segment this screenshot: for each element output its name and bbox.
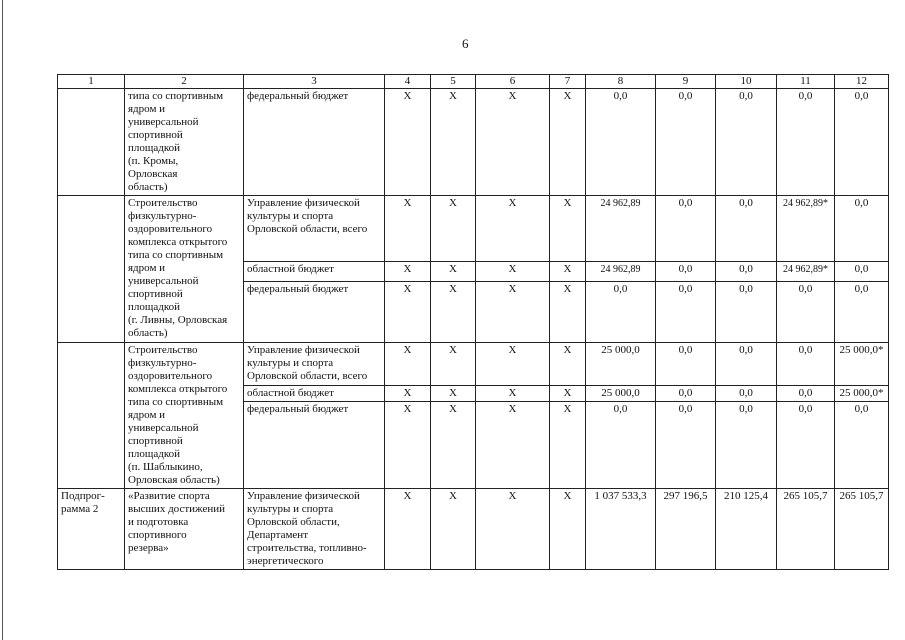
header-cell: 3 <box>244 75 385 89</box>
header-cell: 8 <box>586 75 656 89</box>
x-cell: Х <box>431 282 476 343</box>
value-cell: 0,0 <box>656 262 716 282</box>
x-cell: Х <box>431 89 476 196</box>
x-cell: Х <box>431 343 476 386</box>
value-cell: 24 962,89 <box>586 196 656 262</box>
value-cell: 0,0 <box>777 282 835 343</box>
table-row <box>58 343 889 386</box>
header-cell: 7 <box>550 75 586 89</box>
x-cell: Х <box>476 282 550 343</box>
x-cell: Х <box>550 401 586 488</box>
value-cell: 297 196,5 <box>656 489 716 570</box>
header-cell: 4 <box>385 75 431 89</box>
cell-empty <box>58 89 125 196</box>
funding-source-cell: федеральный бюджет <box>244 401 385 488</box>
value-cell: 0,0 <box>777 385 835 401</box>
value-cell: 0,0 <box>716 282 777 343</box>
page-number: 6 <box>462 36 469 51</box>
value-cell: 0,0 <box>586 89 656 196</box>
value-cell: 25 000,0* <box>835 343 889 386</box>
header-cell: 12 <box>835 75 889 89</box>
object-name-cell: типа со спортивным ядром и универсальной спортивной площадкой (п. Кромы, Орловская область) <box>125 89 244 196</box>
x-cell: Х <box>385 196 431 262</box>
x-cell: Х <box>476 401 550 488</box>
table-row <box>58 196 889 262</box>
x-cell: Х <box>385 401 431 488</box>
value-cell: 1 037 533,3 <box>586 489 656 570</box>
x-cell: Х <box>476 89 550 196</box>
value-cell: 0,0 <box>656 89 716 196</box>
header-cell: 1 <box>58 75 125 89</box>
value-cell: 0,0 <box>716 262 777 282</box>
budget-table <box>57 74 889 570</box>
header-cell: 11 <box>777 75 835 89</box>
table-row <box>58 89 889 196</box>
cell-empty <box>58 343 125 489</box>
funding-source-cell: федеральный бюджет <box>244 89 385 196</box>
value-cell: 24 962,89 <box>586 262 656 282</box>
header-cell: 2 <box>125 75 244 89</box>
value-cell: 0,0 <box>656 196 716 262</box>
object-name-cell: Строительство физкультурно- оздоровительного комплекса открытого типа со спортивным ядром и универсальной спортивной площадкой (п. Шаблыкино, Орловская область) <box>125 343 244 489</box>
x-cell: Х <box>385 343 431 386</box>
funding-source-cell: Управление физической культуры и спорта Орловской области, Департамент строительства, топливно- энергетического <box>244 489 385 570</box>
x-cell: Х <box>431 385 476 401</box>
value-cell: 0,0 <box>656 343 716 386</box>
x-cell: Х <box>385 489 431 570</box>
x-cell: Х <box>476 385 550 401</box>
funding-source-cell: федеральный бюджет <box>244 282 385 343</box>
value-cell: 0,0 <box>716 196 777 262</box>
subprogram-cell: Подпрог- рамма 2 <box>58 489 125 570</box>
value-cell: 25 000,0 <box>586 385 656 401</box>
value-cell: 25 000,0* <box>835 385 889 401</box>
value-cell: 265 105,7 <box>835 489 889 570</box>
x-cell: Х <box>385 262 431 282</box>
value-cell: 0,0 <box>716 343 777 386</box>
value-cell: 0,0 <box>835 282 889 343</box>
value-cell: 0,0 <box>835 196 889 262</box>
x-cell: Х <box>550 343 586 386</box>
x-cell: Х <box>431 401 476 488</box>
value-cell: 25 000,0 <box>586 343 656 386</box>
table-row <box>58 489 889 570</box>
x-cell: Х <box>476 262 550 282</box>
value-cell: 0,0 <box>777 343 835 386</box>
value-cell: 24 962,89* <box>777 196 835 262</box>
x-cell: Х <box>431 489 476 570</box>
x-cell: Х <box>550 196 586 262</box>
x-cell: Х <box>385 385 431 401</box>
header-row <box>58 75 889 89</box>
x-cell: Х <box>476 196 550 262</box>
x-cell: Х <box>385 89 431 196</box>
x-cell: Х <box>550 282 586 343</box>
value-cell: 0,0 <box>716 89 777 196</box>
value-cell: 0,0 <box>716 385 777 401</box>
funding-source-cell: Управление физической культуры и спорта Орловской области, всего <box>244 343 385 386</box>
x-cell: Х <box>550 489 586 570</box>
object-name-cell: «Развитие спорта высших достижений и подготовка спортивного резерва» <box>125 489 244 570</box>
value-cell: 0,0 <box>835 401 889 488</box>
header-cell: 9 <box>656 75 716 89</box>
value-cell: 0,0 <box>835 262 889 282</box>
x-cell: Х <box>431 196 476 262</box>
value-cell: 0,0 <box>656 401 716 488</box>
value-cell: 0,0 <box>777 401 835 488</box>
value-cell: 0,0 <box>716 401 777 488</box>
page-edge-line <box>2 0 3 640</box>
value-cell: 0,0 <box>586 282 656 343</box>
funding-source-cell: областной бюджет <box>244 262 385 282</box>
funding-source-cell: областной бюджет <box>244 385 385 401</box>
header-cell: 10 <box>716 75 777 89</box>
value-cell: 24 962,89* <box>777 262 835 282</box>
value-cell: 0,0 <box>656 282 716 343</box>
funding-source-cell: Управление физической культуры и спорта Орловской области, всего <box>244 196 385 262</box>
header-cell: 5 <box>431 75 476 89</box>
cell-empty <box>58 196 125 343</box>
value-cell: 0,0 <box>586 401 656 488</box>
x-cell: Х <box>550 385 586 401</box>
value-cell: 265 105,7 <box>777 489 835 570</box>
value-cell: 0,0 <box>656 385 716 401</box>
x-cell: Х <box>385 282 431 343</box>
x-cell: Х <box>550 89 586 196</box>
object-name-cell: Строительство физкультурно- оздоровительного комплекса открытого типа со спортивным ядром и универсальной спортивной площадкой (г. Ливны, Орловская область) <box>125 196 244 343</box>
header-cell: 6 <box>476 75 550 89</box>
x-cell: Х <box>476 343 550 386</box>
x-cell: Х <box>431 262 476 282</box>
x-cell: Х <box>476 489 550 570</box>
x-cell: Х <box>550 262 586 282</box>
value-cell: 210 125,4 <box>716 489 777 570</box>
value-cell: 0,0 <box>835 89 889 196</box>
value-cell: 0,0 <box>777 89 835 196</box>
